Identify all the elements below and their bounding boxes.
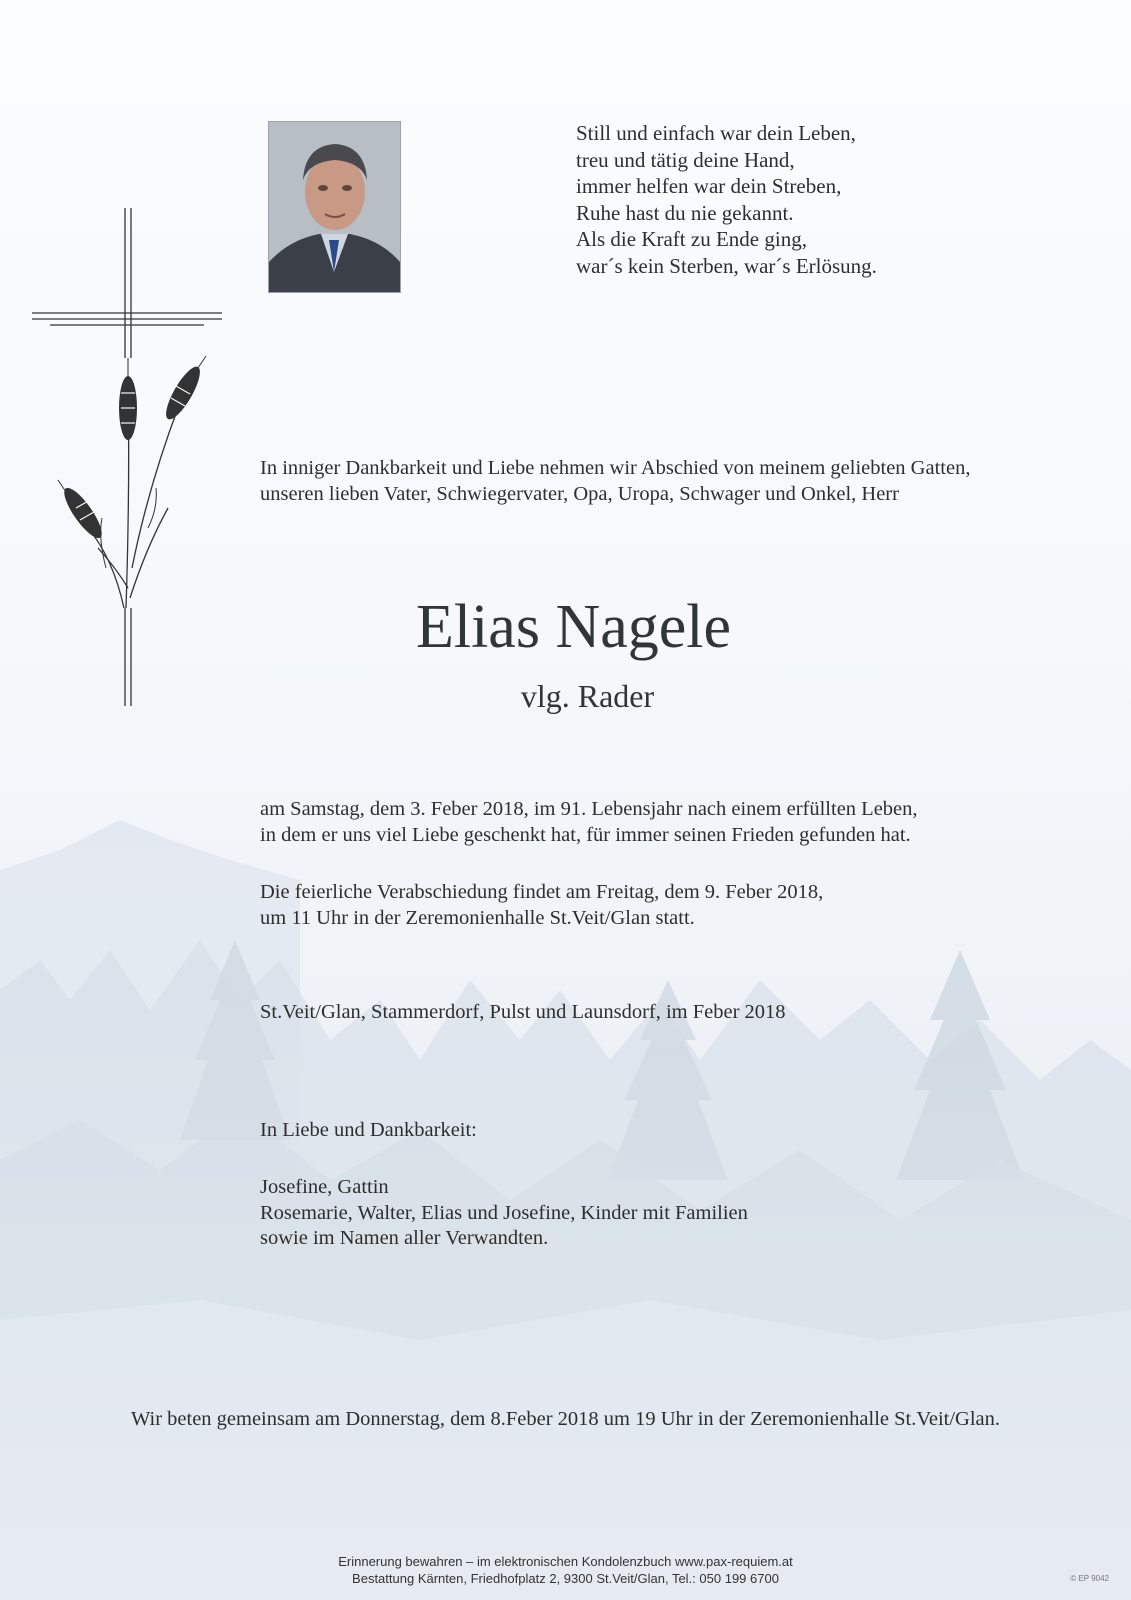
mourners-heading [260, 1118, 1040, 1144]
portrait-photo [268, 121, 401, 293]
print-code: © EP 9042 [1070, 1574, 1109, 1583]
footer-condolence-line: Erinnerung bewahren – im elektronischen Kondolenzbuch www.pax-requiem.at [338, 1554, 793, 1569]
poem-line: treu und tätig deine Hand, [576, 147, 795, 172]
places-date [260, 1000, 1040, 1026]
deceased-vulgo-name: vlg. Rader [520, 678, 655, 714]
footer-address-line: Bestattung Kärnten, Friedhofplatz 2, 9300 St.Veit/Glan, Tel.: 050 199 6700 [352, 1571, 779, 1586]
mourner-line: Rosemarie, Walter, Elias und Josefine, Kinder mit Familien [260, 1201, 748, 1224]
poem-line: Ruhe hast du nie gekannt. [576, 200, 794, 225]
poem [576, 120, 877, 279]
mourners-list [260, 1175, 1040, 1252]
ceremony-line: um 11 Uhr in der Zeremonienhalle St.Veit/Glan statt. [260, 906, 695, 929]
prayer-info: Wir beten gemeinsam am Donnerstag, dem 8.Feber 2018 um 19 Uhr in der Zeremonienhalle St.Veit/Glan. [130, 1408, 1001, 1430]
portrait-illustration [269, 122, 400, 292]
mourner-line: Josefine, Gattin [260, 1176, 389, 1198]
poem-line: Als die Kraft zu Ende ging, [576, 227, 807, 251]
deceased-name: Elias Nagele [415, 593, 732, 661]
poem-line: war´s kein Sterben, war´s Erlösung. [576, 253, 877, 278]
ceremony-info [260, 880, 1040, 931]
mourners-heading-text: In Liebe und Dankbarkeit: [260, 1119, 477, 1141]
places-date-line: St.Veit/Glan, Stammerdorf, Pulst und Launsdorf, im Feber 2018 [260, 1001, 786, 1023]
mourner-line: sowie im Namen aller Verwandten. [260, 1227, 549, 1249]
poem-line: immer helfen war dein Streben, [576, 174, 842, 198]
intro-text: In inniger Dankbarkeit und Liebe nehmen wir Abschied von meinem geliebten Gatten, unseren lieben Vater, Schwiegervater, Opa, Uropa, Schwager und Onkel, Herr [260, 457, 971, 505]
death-notice-line: in dem er uns viel Liebe geschenkt hat, für immer seinen Frieden gefunden hat. [260, 823, 911, 846]
death-notice-line: am Samstag, dem 3. Feber 2018, im 91. Lebensjahr nach einem erfüllten Leben, [260, 798, 918, 820]
poem-line: Still und einfach war dein Leben, [576, 121, 856, 145]
footer [0, 1553, 1131, 1587]
death-notice [260, 797, 1040, 848]
ceremony-line: Die feierliche Verabschiedung findet am Freitag, dem 9. Feber 2018, [260, 881, 824, 903]
